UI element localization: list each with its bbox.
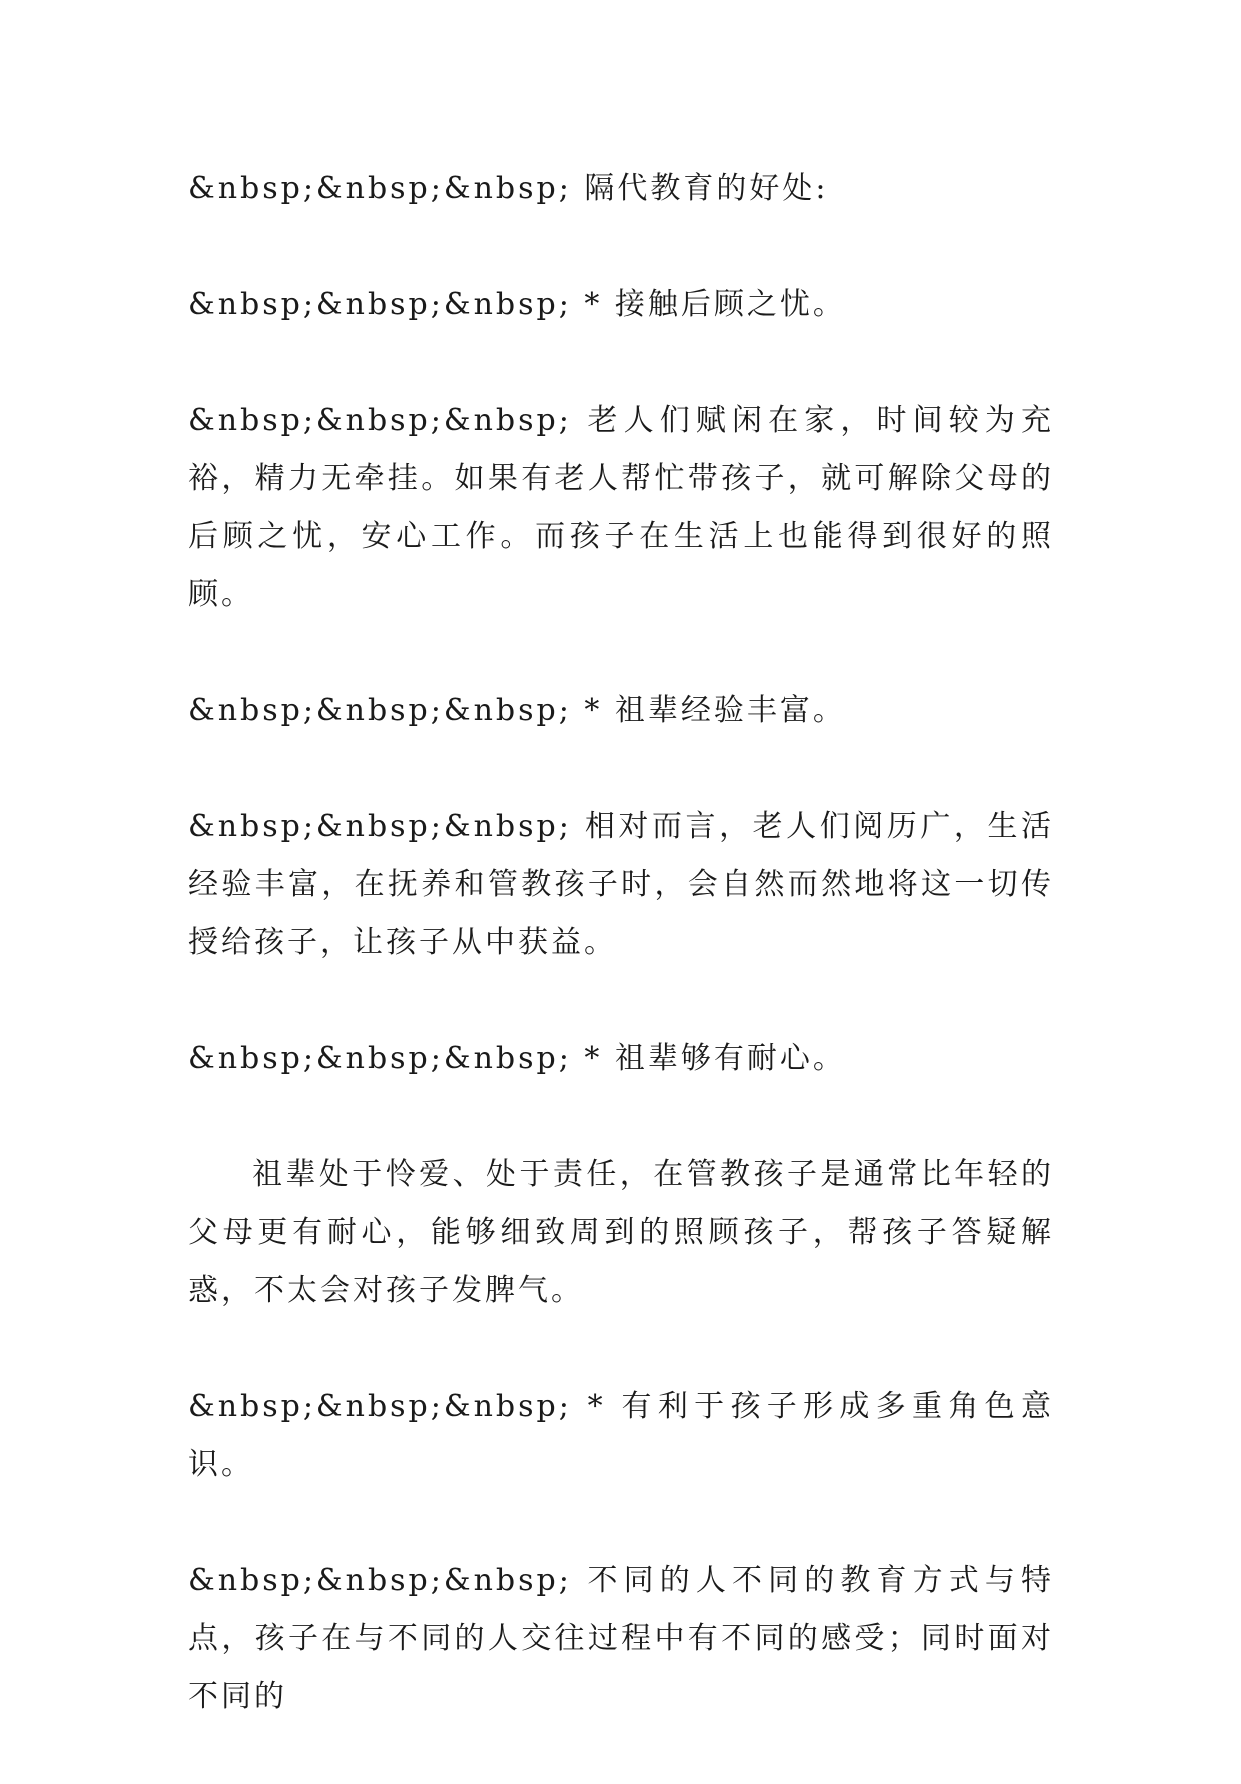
paragraph-point-3: &nbsp;&nbsp;&nbsp; * 祖辈够有耐心。 <box>188 1041 846 1076</box>
paragraph-text-3: 祖辈处于怜爱、处于责任，在管教孩子是通常比年轻的父母更有耐心，能够细致周到的照顾孩子，帮孩子答疑解惑，不太会对孩子发脾气。 <box>188 1157 1054 1308</box>
paragraph-heading: &nbsp;&nbsp;&nbsp; 隔代教育的好处: <box>188 171 829 206</box>
paragraph-text-1: &nbsp;&nbsp;&nbsp; 老人们赋闲在家，时间较为充裕，精力无牵挂。如果有老人帮忙带孩子，就可解除父母的后顾之忧，安心工作。而孩子在生活上也能得到很好的照顾。 <box>188 403 1054 612</box>
paragraph-point-1: &nbsp;&nbsp;&nbsp; * 接触后顾之忧。 <box>188 287 846 322</box>
paragraph-point-2: &nbsp;&nbsp;&nbsp; * 祖辈经验丰富。 <box>188 693 846 728</box>
paragraph-text-2: &nbsp;&nbsp;&nbsp; 相对而言，老人们阅历广，生活经验丰富，在抚养和管教孩子时，会自然而然地将这一切传授给孩子，让孩子从中获益。 <box>188 809 1054 960</box>
document-body <box>188 160 1054 1784</box>
paragraph-text-4: &nbsp;&nbsp;&nbsp; 不同的人不同的教育方式与特点，孩子在与不同的人交往过程中有不同的感受；同时面对不同的 <box>188 1563 1054 1714</box>
paragraph-point-4: &nbsp;&nbsp;&nbsp; * 有利于孩子形成多重角色意识。 <box>188 1389 1054 1482</box>
